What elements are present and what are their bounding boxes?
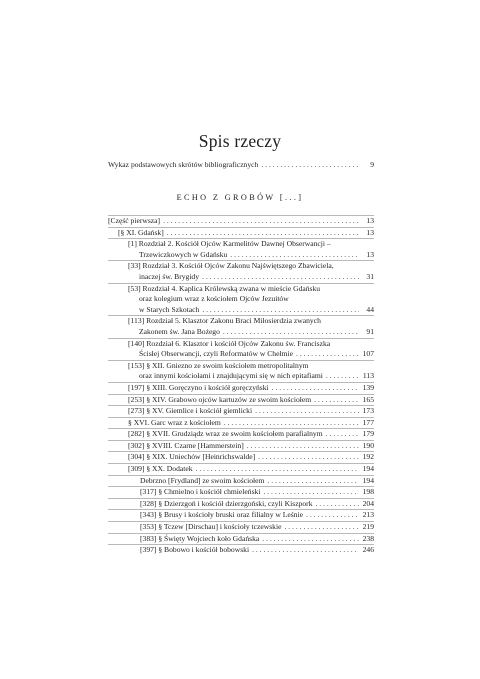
dot-leader bbox=[258, 452, 359, 463]
toc-page-number: 238 bbox=[362, 533, 374, 543]
toc-page-number: 192 bbox=[362, 452, 374, 462]
toc-page-number: 173 bbox=[362, 406, 374, 416]
toc-page-number: 179 bbox=[362, 429, 374, 439]
abbreviations-page-number: 9 bbox=[370, 160, 374, 169]
toc-entry[interactable] bbox=[108, 315, 374, 337]
toc-entry[interactable] bbox=[108, 509, 374, 521]
toc-entry-text: [397] § Bobowo i kościół bobowski bbox=[140, 545, 250, 555]
toc-entry[interactable] bbox=[108, 486, 374, 498]
table-of-contents bbox=[108, 215, 374, 556]
dot-leader bbox=[202, 272, 359, 283]
toc-entry-text: [53] Rozdział 4. Kaplica Królewską zwana w mieście Gdańsku bbox=[128, 283, 321, 293]
dot-leader bbox=[316, 499, 360, 510]
dot-leader bbox=[296, 349, 359, 360]
page-title: Spis rzeczy bbox=[198, 131, 282, 151]
toc-entry[interactable] bbox=[108, 227, 374, 239]
dot-leader bbox=[314, 395, 359, 406]
toc-entry[interactable] bbox=[108, 215, 374, 227]
toc-entry-text: Trzewiczkowych w Gdańsku bbox=[139, 249, 228, 259]
dot-leader bbox=[247, 441, 359, 452]
toc-entry-text: [309] § XX. Dodatek bbox=[128, 464, 193, 474]
toc-page-number: 165 bbox=[362, 394, 374, 404]
toc-entry-text: oraz innymi kościołami i znajdującymi się w nich epitafiami bbox=[139, 371, 323, 381]
toc-entry-text: [343] § Brusy i kościoły bruski oraz filialny w Leśnie bbox=[140, 510, 304, 520]
toc-entry[interactable] bbox=[108, 440, 374, 452]
toc-entry-text: [304] § XIX. Uniechów [Heinrichswalde] bbox=[128, 452, 256, 462]
toc-entry-text: [Część pierwsza] bbox=[108, 216, 161, 225]
toc-entry-text: Zakonem św. Jana Bożego bbox=[139, 326, 220, 336]
dot-leader bbox=[230, 250, 359, 261]
toc-page-number: 139 bbox=[362, 382, 374, 392]
dot-leader bbox=[255, 406, 359, 417]
toc-page-number: 213 bbox=[362, 510, 374, 520]
toc-entry-text: [1] Rozdział 2. Kościół Ojców Karmelitów Dawnej Obserwancji – bbox=[128, 239, 331, 249]
toc-entry[interactable] bbox=[108, 544, 374, 556]
toc-entry-text: [383] § Święty Wojciech koło Gdańska bbox=[140, 533, 260, 543]
dot-leader bbox=[306, 510, 359, 521]
dot-leader bbox=[262, 534, 359, 545]
toc-page-number: 91 bbox=[366, 326, 374, 336]
toc-entry-text: [33] Rozdział 3. Kościół Ojców Zakonu Najświętszego Zbawiciela, bbox=[128, 261, 334, 271]
toc-page-number: 13 bbox=[366, 227, 374, 237]
toc-entry-text: [197] § XIII. Goręczyno i kościół goręczyński bbox=[128, 382, 269, 392]
dot-leader bbox=[261, 160, 359, 169]
toc-entry-text: [282] § XVII. Grudziądz wraz ze swoim kościołem parafialnym bbox=[128, 429, 323, 439]
toc-entry[interactable] bbox=[108, 533, 374, 545]
toc-entry[interactable] bbox=[108, 260, 374, 282]
toc-entry[interactable] bbox=[108, 417, 374, 429]
toc-entry[interactable] bbox=[108, 382, 374, 394]
dot-leader bbox=[263, 487, 359, 498]
toc-entry-text: [153] § XII. Gniezno ze swoim kościołem metropolitalnym bbox=[128, 360, 309, 370]
toc-page-number: 204 bbox=[362, 498, 374, 508]
toc-page-number: 31 bbox=[366, 271, 374, 281]
toc-entry[interactable] bbox=[108, 338, 374, 360]
dot-leader bbox=[167, 228, 359, 239]
toc-page-number: 107 bbox=[362, 349, 374, 359]
toc-entry[interactable] bbox=[108, 360, 374, 382]
toc-entry-text: [328] § Dzierzgoń i kościół dzierzgoński, czyli Kiszpork bbox=[140, 498, 313, 508]
toc-page-number: 198 bbox=[362, 487, 374, 497]
toc-entry[interactable] bbox=[108, 283, 374, 316]
dot-leader bbox=[272, 383, 359, 394]
toc-entry-text: [113] Rozdział 5. Klasztor Zakonu Braci Miłosierdzia zwanych bbox=[128, 316, 321, 326]
toc-entry-text: w Starych Szkotach bbox=[139, 304, 200, 314]
toc-entry-text: Debrzno [Frydland] ze swoim kościołem bbox=[140, 475, 265, 485]
toc-entry-text: [353] § Tczew [Dirschau] i kościoły tczewskie bbox=[140, 522, 282, 532]
toc-entry-text: inaczej św. Brygidy bbox=[139, 271, 200, 281]
section-title: ECHO Z GROBÓW [...] bbox=[176, 193, 304, 202]
dot-leader bbox=[326, 429, 359, 440]
toc-entry[interactable] bbox=[108, 405, 374, 417]
dot-leader bbox=[224, 418, 359, 429]
dot-leader bbox=[252, 545, 359, 556]
toc-page-number: 246 bbox=[362, 545, 374, 555]
dot-leader bbox=[223, 327, 359, 338]
toc-page-number: 219 bbox=[362, 522, 374, 532]
toc-entry-text: oraz kolegium wraz z kościołem Ojców Jezuitów bbox=[139, 294, 289, 304]
dot-leader bbox=[202, 305, 359, 316]
toc-page-number: 194 bbox=[362, 464, 374, 474]
dot-leader bbox=[163, 216, 359, 227]
toc-entry[interactable] bbox=[108, 498, 374, 510]
toc-entry[interactable] bbox=[108, 428, 374, 440]
abbreviations-entry[interactable] bbox=[108, 160, 374, 169]
dot-leader bbox=[267, 476, 359, 487]
dot-leader bbox=[326, 371, 359, 382]
toc-page-number: 113 bbox=[362, 371, 374, 381]
toc-entry-text: § XVI. Garc wraz z kościołem bbox=[128, 417, 221, 427]
toc-entry[interactable] bbox=[108, 475, 374, 487]
toc-entry-text: [273] § XV. Giemlice i kościół giemlicki bbox=[128, 406, 253, 416]
toc-page-number: 177 bbox=[362, 417, 374, 427]
toc-entry[interactable] bbox=[108, 451, 374, 463]
toc-entry-text: [§ XI. Gdańsk] bbox=[118, 227, 164, 237]
toc-entry[interactable] bbox=[108, 521, 374, 533]
toc-entry-text: [302] § XVIII. Czarne [Hammerstein] bbox=[128, 440, 244, 450]
toc-entry-text: [253] § XIV. Grabowo ojców kartuzów ze swoim kościołem bbox=[128, 394, 312, 404]
toc-entry-text: Ścisłej Obserwancji, czyli Reformatów w Chełmie bbox=[139, 349, 293, 359]
dot-leader bbox=[196, 464, 359, 475]
toc-page-number: 190 bbox=[362, 440, 374, 450]
toc-page-number: 13 bbox=[366, 249, 374, 259]
toc-page-number: 44 bbox=[366, 304, 374, 314]
dot-leader bbox=[284, 522, 359, 533]
toc-page-number: 13 bbox=[366, 216, 374, 225]
toc-entry-text: [317] § Chmielno i kościół chmieleński bbox=[140, 487, 261, 497]
toc-entry[interactable] bbox=[108, 394, 374, 406]
toc-page-number: 194 bbox=[362, 475, 374, 485]
toc-entry[interactable] bbox=[108, 463, 374, 475]
abbreviations-label: Wykaz podstawowych skrótów bibliograficznych bbox=[108, 160, 259, 169]
toc-entry-text: [140] Rozdział 6. Klasztor i kościół Ojców Zakonu św. Franciszka bbox=[128, 338, 331, 348]
toc-entry[interactable] bbox=[108, 238, 374, 260]
